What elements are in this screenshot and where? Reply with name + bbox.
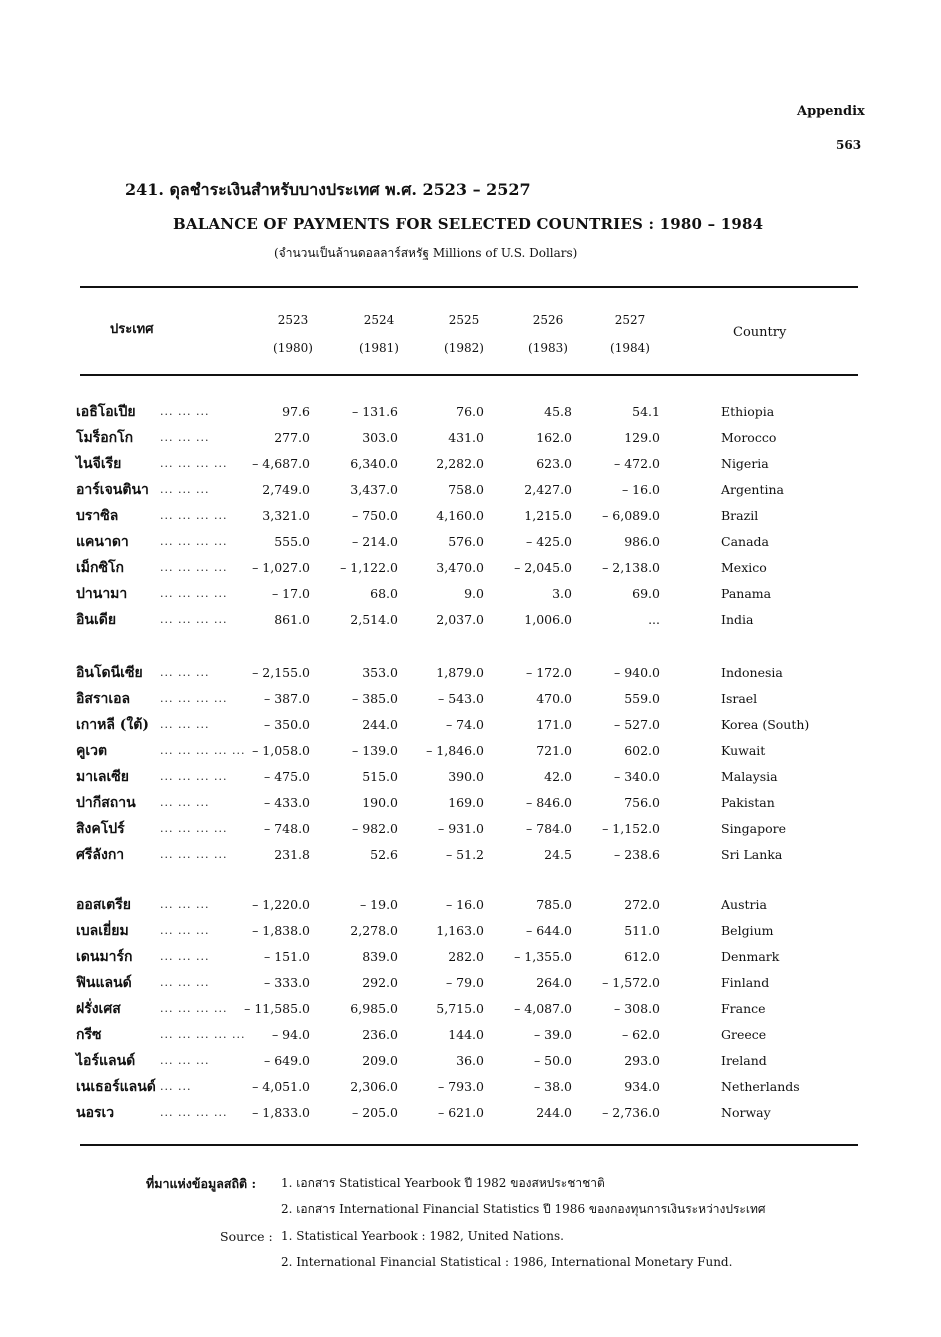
leader-dots: ... ... ... ... (160, 587, 228, 600)
value-cell: – 308.0 (613, 1001, 660, 1016)
appendix-label: Appendix (797, 104, 865, 119)
country-name-thai: เดนมาร์ก (76, 949, 133, 965)
year-ad-header: (1984) (610, 341, 650, 355)
country-name-thai: อิสราเอล (76, 691, 131, 707)
value-cell: 209.0 (362, 1053, 398, 1068)
country-name-thai: เกาหลี (ใต้) (76, 717, 149, 733)
table-title-thai: 241. ดุลชำระเงินสำหรับบางประเทศ พ.ศ. 2523 – 2527 (125, 180, 531, 199)
country-name-english: Indonesia (721, 665, 783, 680)
leader-dots: ... ... ... (160, 1054, 210, 1067)
country-name-thai: เบลเยี่ยม (76, 923, 129, 939)
value-cell: – 433.0 (263, 795, 310, 810)
table-row (0, 477, 941, 503)
leader-dots: ... ... ... ... (160, 613, 228, 626)
table-row (0, 1048, 941, 1074)
value-cell: 1,879.0 (436, 665, 484, 680)
value-cell: – 1,833.0 (252, 1105, 310, 1120)
value-cell: – 340.0 (613, 769, 660, 784)
source-english-1: 1. Statistical Yearbook : 1982, United Nations. (281, 1229, 564, 1243)
value-cell: – 475.0 (263, 769, 310, 784)
source-label-english: Source : (220, 1229, 273, 1244)
value-cell: – 131.6 (351, 404, 398, 419)
value-cell: 3.0 (552, 586, 572, 601)
value-cell: 272.0 (624, 897, 660, 912)
leader-dots: ... ... ... ... (160, 457, 228, 470)
table-row (0, 503, 941, 529)
table-row (0, 399, 941, 425)
leader-dots: ... ... ... (160, 898, 210, 911)
value-cell: 282.0 (448, 949, 484, 964)
leader-dots: ... ... ... ... (160, 535, 228, 548)
value-cell: 934.0 (624, 1079, 660, 1094)
country-name-thai: สิงคโปร์ (76, 821, 125, 837)
value-cell: 986.0 (624, 534, 660, 549)
value-cell: 277.0 (274, 430, 310, 445)
value-cell: – 1,152.0 (602, 821, 660, 836)
value-cell: 3,321.0 (262, 508, 310, 523)
value-cell: – 2,045.0 (514, 560, 572, 575)
country-name-english: Sri Lanka (721, 847, 783, 862)
table-row (0, 970, 941, 996)
year-ad-header: (1982) (444, 341, 484, 355)
value-cell: – 17.0 (271, 586, 310, 601)
value-cell: – 214.0 (351, 534, 398, 549)
value-cell: 2,749.0 (262, 482, 310, 497)
value-cell: 861.0 (274, 612, 310, 627)
value-cell: – 62.0 (621, 1027, 660, 1042)
value-cell: 69.0 (632, 586, 660, 601)
value-cell: – 333.0 (263, 975, 310, 990)
value-cell: – 19.0 (359, 897, 398, 912)
value-cell: – 748.0 (263, 821, 310, 836)
value-cell: 9.0 (464, 586, 484, 601)
country-name-thai: ฟินแลนด์ (76, 975, 132, 991)
country-name-thai: ไนจีเรีย (76, 456, 122, 472)
country-name-thai: นอรเว (76, 1105, 115, 1121)
leader-dots: ... ... ... (160, 924, 210, 937)
value-cell: – 4,687.0 (252, 456, 310, 471)
leader-dots: ... ... ... (160, 431, 210, 444)
value-cell: 1,006.0 (524, 612, 572, 627)
country-name-thai: ปานามา (76, 586, 128, 602)
value-cell: – 1,122.0 (340, 560, 398, 575)
year-ad-header: (1980) (273, 341, 313, 355)
country-name-thai: ไอร์แลนด์ (76, 1053, 136, 1069)
table-row (0, 451, 941, 477)
country-name-english: Mexico (721, 560, 767, 575)
country-name-thai: อาร์เจนตินา (76, 482, 149, 498)
country-name-english: Brazil (721, 508, 759, 523)
value-cell: – 205.0 (351, 1105, 398, 1120)
value-cell: – 51.2 (445, 847, 484, 862)
value-cell: – 139.0 (351, 743, 398, 758)
country-name-english: Pakistan (721, 795, 775, 810)
country-name-english: Malaysia (721, 769, 778, 784)
year-be-header: 2525 (448, 313, 480, 327)
value-cell: 612.0 (624, 949, 660, 964)
country-name-english: Netherlands (721, 1079, 800, 1094)
country-name-english: India (721, 612, 754, 627)
country-name-english: Panama (721, 586, 772, 601)
value-cell: 555.0 (274, 534, 310, 549)
value-cell: – 172.0 (525, 665, 572, 680)
value-cell: 602.0 (624, 743, 660, 758)
leader-dots: ... ... ... ... (160, 509, 228, 522)
country-name-thai: มาเลเซีย (76, 769, 129, 785)
country-name-english: Canada (721, 534, 769, 549)
country-name-thai: กรีซ (76, 1027, 102, 1043)
value-cell: 470.0 (536, 691, 572, 706)
value-cell: – 39.0 (533, 1027, 572, 1042)
value-cell: – 387.0 (263, 691, 310, 706)
value-cell: 68.0 (370, 586, 398, 601)
value-cell: – 1,220.0 (252, 897, 310, 912)
country-name-thai: ฝรั่งเศส (76, 1001, 121, 1017)
value-cell: 129.0 (624, 430, 660, 445)
value-cell: 169.0 (448, 795, 484, 810)
value-cell: 264.0 (536, 975, 572, 990)
value-cell: – 2,138.0 (602, 560, 660, 575)
value-cell: – 784.0 (525, 821, 572, 836)
value-cell: – 644.0 (525, 923, 572, 938)
leader-dots: ... ... ... (160, 796, 210, 809)
header-country-english: Country (733, 325, 787, 340)
leader-dots: ... ... ... ... ... (160, 744, 246, 757)
value-cell: 839.0 (362, 949, 398, 964)
value-cell: – 38.0 (533, 1079, 572, 1094)
year-be-header: 2524 (363, 313, 395, 327)
country-name-thai: โมร็อกโก (76, 430, 134, 446)
country-name-english: Kuwait (721, 743, 766, 758)
leader-dots: ... ... ... (160, 405, 210, 418)
country-name-thai: อินโดนีเซีย (76, 665, 143, 681)
value-cell: – 350.0 (263, 717, 310, 732)
country-name-thai: เอธิโอเปีย (76, 404, 136, 420)
value-cell: 244.0 (362, 717, 398, 732)
value-cell: – 151.0 (263, 949, 310, 964)
country-name-thai: เม็กซิโก (76, 560, 124, 576)
country-name-english: Norway (721, 1105, 771, 1120)
value-cell: 162.0 (536, 430, 572, 445)
table-row (0, 816, 941, 842)
value-cell: – 50.0 (533, 1053, 572, 1068)
leader-dots: ... ... ... (160, 950, 210, 963)
value-cell: – 1,838.0 (252, 923, 310, 938)
table-row (0, 1100, 941, 1126)
table-title-english: BALANCE OF PAYMENTS FOR SELECTED COUNTRIES : 1980 – 1984 (173, 215, 764, 233)
leader-dots: ... ... ... ... (160, 1002, 228, 1015)
year-ad-header: (1981) (359, 341, 399, 355)
value-cell: 76.0 (456, 404, 484, 419)
country-name-thai: บราซิล (76, 508, 119, 524)
value-cell: 6,985.0 (350, 1001, 398, 1016)
value-cell: 2,282.0 (436, 456, 484, 471)
country-name-thai: คูเวต (76, 743, 108, 759)
value-cell: 431.0 (448, 430, 484, 445)
value-cell: – 982.0 (351, 821, 398, 836)
table-row (0, 425, 941, 451)
value-cell: 623.0 (536, 456, 572, 471)
value-cell: 171.0 (536, 717, 572, 732)
country-name-thai: แคนาดา (76, 534, 129, 550)
value-cell: – 750.0 (351, 508, 398, 523)
leader-dots: ... ... ... ... (160, 1106, 228, 1119)
value-cell: 353.0 (362, 665, 398, 680)
value-cell: 1,163.0 (436, 923, 484, 938)
value-cell: 758.0 (448, 482, 484, 497)
value-cell: – 1,355.0 (514, 949, 572, 964)
value-cell: 721.0 (536, 743, 572, 758)
value-cell: – 16.0 (621, 482, 660, 497)
table-row (0, 738, 941, 764)
country-name-english: Belgium (721, 923, 774, 938)
value-cell: 785.0 (536, 897, 572, 912)
value-cell: 42.0 (544, 769, 572, 784)
leader-dots: ... ... ... (160, 483, 210, 496)
source-thai-1: 1. เอกสาร Statistical Yearbook ปี 1982 ของสหประชาชาติ (281, 1176, 605, 1190)
leader-dots: ... ... (160, 1080, 192, 1093)
value-cell: – 931.0 (437, 821, 484, 836)
value-cell: 515.0 (362, 769, 398, 784)
leader-dots: ... ... ... (160, 718, 210, 731)
value-cell: 244.0 (536, 1105, 572, 1120)
value-cell: 2,514.0 (350, 612, 398, 627)
value-cell: 3,437.0 (350, 482, 398, 497)
value-cell: – 16.0 (445, 897, 484, 912)
value-cell: – 6,089.0 (602, 508, 660, 523)
value-cell: – 2,736.0 (602, 1105, 660, 1120)
value-cell: 293.0 (624, 1053, 660, 1068)
value-cell: – 649.0 (263, 1053, 310, 1068)
source-label-thai: ที่มาแห่งข้อมูลสถิติ : (146, 1176, 257, 1191)
value-cell: 2,427.0 (524, 482, 572, 497)
value-cell: – 1,027.0 (252, 560, 310, 575)
value-cell: 144.0 (448, 1027, 484, 1042)
year-ad-header: (1983) (528, 341, 568, 355)
value-cell: 2,278.0 (350, 923, 398, 938)
country-name-english: Finland (721, 975, 770, 990)
table-row (0, 996, 941, 1022)
value-cell: – 4,051.0 (252, 1079, 310, 1094)
country-name-english: Korea (South) (721, 717, 810, 732)
table-row (0, 1074, 941, 1100)
header-rule (80, 374, 858, 376)
country-name-english: Nigeria (721, 456, 769, 471)
table-row (0, 892, 941, 918)
value-cell: 756.0 (624, 795, 660, 810)
value-cell: 6,340.0 (350, 456, 398, 471)
country-name-english: Argentina (721, 482, 784, 497)
leader-dots: ... ... ... ... (160, 692, 228, 705)
table-row (0, 764, 941, 790)
value-cell: – 79.0 (445, 975, 484, 990)
header-country-thai: ประเทศ (110, 322, 154, 337)
country-name-english: Ireland (721, 1053, 767, 1068)
source-english-2: 2. International Financial Statistical : 1986, International Monetary Fund. (281, 1255, 733, 1269)
units-subtitle: (จำนวนเป็นล้านดอลลาร์สหรัฐ Millions of U.S. Dollars) (274, 246, 578, 260)
table-row (0, 944, 941, 970)
table-row (0, 842, 941, 868)
value-cell: – 793.0 (437, 1079, 484, 1094)
value-cell: – 472.0 (613, 456, 660, 471)
top-rule (80, 286, 858, 288)
table-row (0, 1022, 941, 1048)
country-name-english: Denmark (721, 949, 780, 964)
value-cell: – 94.0 (271, 1027, 310, 1042)
value-cell: 292.0 (362, 975, 398, 990)
value-cell: 236.0 (362, 1027, 398, 1042)
value-cell: 3,470.0 (436, 560, 484, 575)
value-cell: – 385.0 (351, 691, 398, 706)
country-name-english: Singapore (721, 821, 786, 836)
country-name-english: France (721, 1001, 766, 1016)
country-name-english: Morocco (721, 430, 777, 445)
leader-dots: ... ... ... ... (160, 561, 228, 574)
leader-dots: ... ... ... (160, 666, 210, 679)
leader-dots: ... ... ... ... ... (160, 1028, 246, 1041)
value-cell: – 846.0 (525, 795, 572, 810)
value-cell: 52.6 (370, 847, 398, 862)
year-be-header: 2527 (614, 313, 646, 327)
table-row (0, 790, 941, 816)
table-row (0, 686, 941, 712)
country-name-thai: ศรีลังกา (76, 847, 125, 863)
leader-dots: ... ... ... ... (160, 848, 228, 861)
country-name-thai: ปากีสถาน (76, 795, 136, 811)
value-cell: – 1,572.0 (602, 975, 660, 990)
year-be-header: 2523 (277, 313, 309, 327)
value-cell: 576.0 (448, 534, 484, 549)
country-name-thai: ออสเตรีย (76, 897, 131, 913)
country-name-thai: อินเดีย (76, 612, 117, 628)
table-row (0, 918, 941, 944)
value-cell: 303.0 (362, 430, 398, 445)
value-cell: 4,160.0 (436, 508, 484, 523)
leader-dots: ... ... ... ... (160, 822, 228, 835)
value-cell: 97.6 (282, 404, 310, 419)
value-cell: – 1,058.0 (252, 743, 310, 758)
value-cell: – 4,087.0 (514, 1001, 572, 1016)
country-name-english: Ethiopia (721, 404, 775, 419)
table-row (0, 555, 941, 581)
table-row (0, 529, 941, 555)
country-name-thai: เนเธอร์แลนด์ (76, 1079, 156, 1095)
table-row (0, 712, 941, 738)
value-cell: 54.1 (632, 404, 660, 419)
value-cell: – 74.0 (445, 717, 484, 732)
value-cell: – 527.0 (613, 717, 660, 732)
value-cell: 5,715.0 (436, 1001, 484, 1016)
table-row (0, 581, 941, 607)
page-number: 563 (836, 138, 862, 152)
value-cell: 24.5 (544, 847, 572, 862)
value-cell: ... (648, 612, 660, 627)
value-cell: 2,037.0 (436, 612, 484, 627)
value-cell: – 238.6 (613, 847, 660, 862)
value-cell: – 425.0 (525, 534, 572, 549)
source-thai-2: 2. เอกสาร International Financial Statistics ปี 1986 ของกองทุนการเงินระหว่างประเทศ (281, 1202, 766, 1216)
leader-dots: ... ... ... ... (160, 770, 228, 783)
leader-dots: ... ... ... (160, 976, 210, 989)
value-cell: 36.0 (456, 1053, 484, 1068)
value-cell: – 2,155.0 (252, 665, 310, 680)
value-cell: 190.0 (362, 795, 398, 810)
bottom-rule (80, 1144, 858, 1146)
country-name-english: Austria (721, 897, 767, 912)
value-cell: – 1,846.0 (426, 743, 484, 758)
country-name-english: Greece (721, 1027, 767, 1042)
year-be-header: 2526 (532, 313, 564, 327)
value-cell: 390.0 (448, 769, 484, 784)
table-row (0, 607, 941, 633)
table-row (0, 660, 941, 686)
country-name-english: Israel (721, 691, 758, 706)
value-cell: 45.8 (544, 404, 572, 419)
value-cell: 511.0 (624, 923, 660, 938)
value-cell: – 940.0 (613, 665, 660, 680)
value-cell: 2,306.0 (350, 1079, 398, 1094)
value-cell: 559.0 (624, 691, 660, 706)
value-cell: – 543.0 (437, 691, 484, 706)
value-cell: 1,215.0 (524, 508, 572, 523)
value-cell: – 11,585.0 (244, 1001, 310, 1016)
value-cell: – 621.0 (437, 1105, 484, 1120)
value-cell: 231.8 (274, 847, 310, 862)
